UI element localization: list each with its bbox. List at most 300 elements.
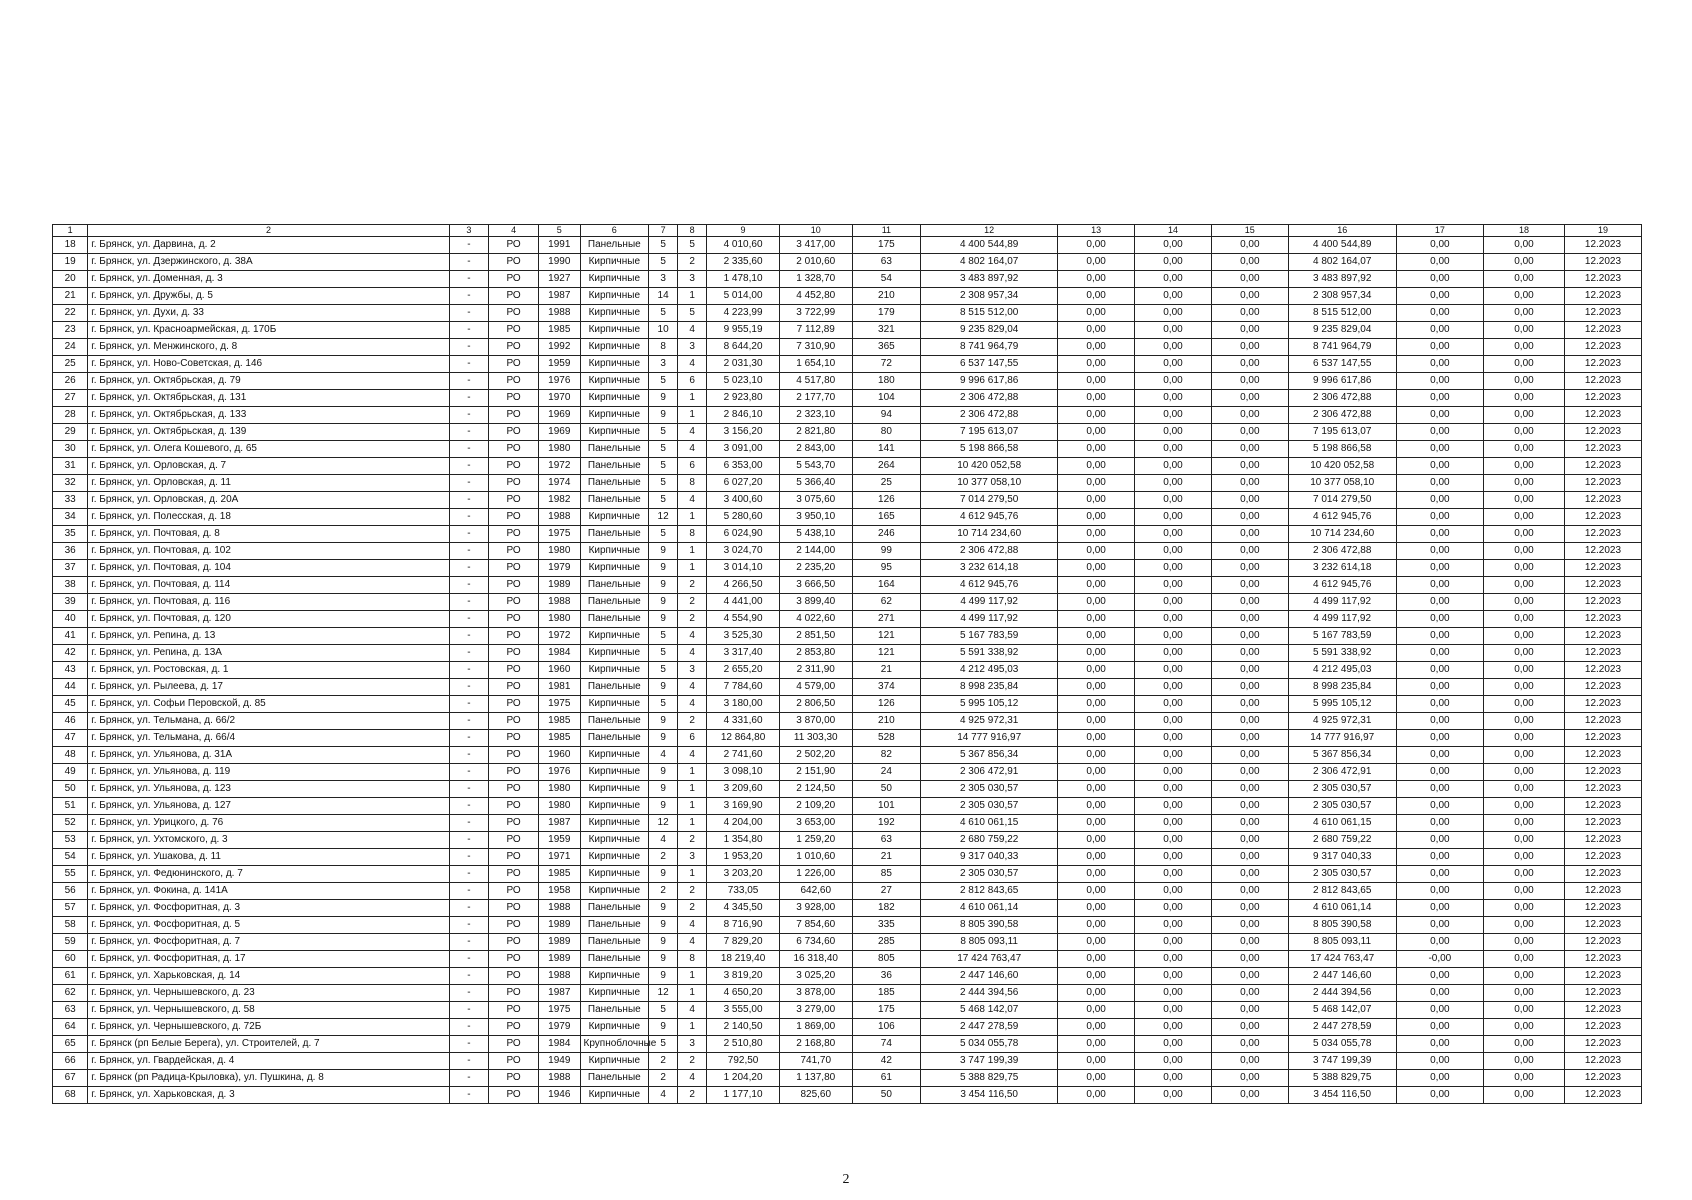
total-area-cell: 3 091,00 [707, 441, 780, 458]
management-form-cell: РО [489, 373, 539, 390]
living-area-cell: 11 303,30 [779, 730, 852, 747]
floors-cell: 2 [649, 883, 678, 900]
cost-col-15-cell: 0,00 [1211, 662, 1288, 679]
living-area-cell: 2 151,90 [779, 764, 852, 781]
year-built-cell: 1976 [539, 373, 581, 390]
year-built-cell: 1988 [539, 900, 581, 917]
cost-col-16-cell: 4 925 972,31 [1288, 713, 1396, 730]
housing-register-table [52, 224, 1642, 1104]
row-number-cell: 24 [53, 339, 88, 356]
residents-cell: 182 [852, 900, 921, 917]
wall-material-cell: Панельные [580, 1070, 649, 1087]
cost-col-14-cell: 0,00 [1135, 305, 1212, 322]
total-cost-cell: 5 198 866,58 [921, 441, 1058, 458]
floors-cell: 5 [649, 1002, 678, 1019]
cost-col-13-cell: 0,00 [1058, 747, 1135, 764]
total-area-cell: 4 441,00 [707, 594, 780, 611]
col-3-cell: - [449, 509, 488, 526]
year-built-cell: 1974 [539, 475, 581, 492]
residents-cell: 210 [852, 713, 921, 730]
table-row [53, 390, 1642, 407]
living-area-cell: 1 259,20 [779, 832, 852, 849]
completion-date-cell: 12.2023 [1564, 254, 1641, 271]
entrances-cell: 4 [678, 492, 707, 509]
entrances-cell: 4 [678, 322, 707, 339]
entrances-cell: 3 [678, 662, 707, 679]
cost-col-15-cell: 0,00 [1211, 594, 1288, 611]
cost-col-13-cell: 0,00 [1058, 441, 1135, 458]
address-cell: г. Брянск, ул. Фосфоритная, д. 3 [88, 900, 449, 917]
cost-col-14-cell: 0,00 [1135, 662, 1212, 679]
year-built-cell: 1960 [539, 662, 581, 679]
row-number-cell: 46 [53, 713, 88, 730]
cost-col-18-cell: 0,00 [1483, 662, 1564, 679]
cost-col-18-cell: 0,00 [1483, 611, 1564, 628]
cost-col-18-cell: 0,00 [1483, 1087, 1564, 1104]
cost-col-16-cell: 3 747 199,39 [1288, 1053, 1396, 1070]
table-row [53, 594, 1642, 611]
cost-col-15-cell: 0,00 [1211, 934, 1288, 951]
cost-col-17-cell: 0,00 [1396, 237, 1483, 254]
address-cell: г. Брянск, ул. Фокина, д. 141А [88, 883, 449, 900]
management-form-cell: РО [489, 577, 539, 594]
residents-cell: 63 [852, 254, 921, 271]
cost-col-18-cell: 0,00 [1483, 713, 1564, 730]
year-built-cell: 1991 [539, 237, 581, 254]
cost-col-17-cell: 0,00 [1396, 577, 1483, 594]
address-cell: г. Брянск, ул. Полесская, д. 18 [88, 509, 449, 526]
col-3-cell: - [449, 526, 488, 543]
residents-cell: 27 [852, 883, 921, 900]
living-area-cell: 3 928,00 [779, 900, 852, 917]
completion-date-cell: 12.2023 [1564, 322, 1641, 339]
entrances-cell: 4 [678, 628, 707, 645]
completion-date-cell: 12.2023 [1564, 339, 1641, 356]
living-area-cell: 2 124,50 [779, 781, 852, 798]
row-number-cell: 65 [53, 1036, 88, 1053]
cost-col-18-cell: 0,00 [1483, 339, 1564, 356]
col-3-cell: - [449, 441, 488, 458]
cost-col-18-cell: 0,00 [1483, 356, 1564, 373]
cost-col-17-cell: 0,00 [1396, 645, 1483, 662]
wall-material-cell: Кирпичные [580, 1053, 649, 1070]
col-3-cell: - [449, 849, 488, 866]
year-built-cell: 1987 [539, 985, 581, 1002]
floors-cell: 5 [649, 696, 678, 713]
table-row [53, 849, 1642, 866]
cost-col-16-cell: 5 591 338,92 [1288, 645, 1396, 662]
cost-col-16-cell: 10 420 052,58 [1288, 458, 1396, 475]
management-form-cell: РО [489, 611, 539, 628]
cost-col-17-cell: 0,00 [1396, 968, 1483, 985]
cost-col-18-cell: 0,00 [1483, 322, 1564, 339]
cost-col-18-cell: 0,00 [1483, 237, 1564, 254]
completion-date-cell: 12.2023 [1564, 866, 1641, 883]
floors-cell: 9 [649, 390, 678, 407]
total-area-cell: 1 953,20 [707, 849, 780, 866]
floors-cell: 12 [649, 985, 678, 1002]
cost-col-18-cell: 0,00 [1483, 866, 1564, 883]
table-row [53, 968, 1642, 985]
wall-material-cell: Панельные [580, 917, 649, 934]
cost-col-18-cell: 0,00 [1483, 458, 1564, 475]
total-area-cell: 733,05 [707, 883, 780, 900]
cost-col-15-cell: 0,00 [1211, 798, 1288, 815]
cost-col-13-cell: 0,00 [1058, 1019, 1135, 1036]
floors-cell: 9 [649, 560, 678, 577]
residents-cell: 62 [852, 594, 921, 611]
row-number-cell: 27 [53, 390, 88, 407]
year-built-cell: 1979 [539, 560, 581, 577]
table-row [53, 747, 1642, 764]
table-row [53, 1036, 1642, 1053]
cost-col-14-cell: 0,00 [1135, 934, 1212, 951]
residents-cell: 121 [852, 645, 921, 662]
cost-col-14-cell: 0,00 [1135, 424, 1212, 441]
wall-material-cell: Кирпичные [580, 985, 649, 1002]
cost-col-16-cell: 5 034 055,78 [1288, 1036, 1396, 1053]
address-cell: г. Брянск, ул. Рылеева, д. 17 [88, 679, 449, 696]
cost-col-18-cell: 0,00 [1483, 679, 1564, 696]
cost-col-13-cell: 0,00 [1058, 271, 1135, 288]
cost-col-16-cell: 3 232 614,18 [1288, 560, 1396, 577]
cost-col-18-cell: 0,00 [1483, 730, 1564, 747]
cost-col-18-cell: 0,00 [1483, 1036, 1564, 1053]
wall-material-cell: Кирпичные [580, 390, 649, 407]
column-header: 2 [88, 225, 449, 237]
year-built-cell: 1988 [539, 594, 581, 611]
residents-cell: 165 [852, 509, 921, 526]
floors-cell: 5 [649, 458, 678, 475]
cost-col-14-cell: 0,00 [1135, 322, 1212, 339]
cost-col-13-cell: 0,00 [1058, 696, 1135, 713]
row-number-cell: 49 [53, 764, 88, 781]
row-number-cell: 30 [53, 441, 88, 458]
management-form-cell: РО [489, 288, 539, 305]
living-area-cell: 2 235,20 [779, 560, 852, 577]
table-row [53, 560, 1642, 577]
cost-col-14-cell: 0,00 [1135, 917, 1212, 934]
total-area-cell: 5 280,60 [707, 509, 780, 526]
completion-date-cell: 12.2023 [1564, 237, 1641, 254]
cost-col-17-cell: 0,00 [1396, 679, 1483, 696]
total-area-cell: 4 010,60 [707, 237, 780, 254]
cost-col-14-cell: 0,00 [1135, 458, 1212, 475]
year-built-cell: 1972 [539, 628, 581, 645]
total-area-cell: 4 554,90 [707, 611, 780, 628]
cost-col-16-cell: 4 610 061,15 [1288, 815, 1396, 832]
address-cell: г. Брянск, ул. Почтовая, д. 102 [88, 543, 449, 560]
total-cost-cell: 2 444 394,56 [921, 985, 1058, 1002]
floors-cell: 9 [649, 679, 678, 696]
row-number-cell: 64 [53, 1019, 88, 1036]
col-3-cell: - [449, 407, 488, 424]
entrances-cell: 1 [678, 288, 707, 305]
cost-col-15-cell: 0,00 [1211, 1070, 1288, 1087]
cost-col-13-cell: 0,00 [1058, 560, 1135, 577]
col-3-cell: - [449, 390, 488, 407]
col-3-cell: - [449, 356, 488, 373]
cost-col-18-cell: 0,00 [1483, 968, 1564, 985]
residents-cell: 185 [852, 985, 921, 1002]
cost-col-13-cell: 0,00 [1058, 356, 1135, 373]
floors-cell: 5 [649, 492, 678, 509]
floors-cell: 9 [649, 730, 678, 747]
wall-material-cell: Кирпичные [580, 747, 649, 764]
entrances-cell: 3 [678, 1036, 707, 1053]
completion-date-cell: 12.2023 [1564, 1002, 1641, 1019]
col-3-cell: - [449, 492, 488, 509]
entrances-cell: 2 [678, 577, 707, 594]
living-area-cell: 2 806,50 [779, 696, 852, 713]
cost-col-15-cell: 0,00 [1211, 526, 1288, 543]
residents-cell: 72 [852, 356, 921, 373]
cost-col-15-cell: 0,00 [1211, 492, 1288, 509]
completion-date-cell: 12.2023 [1564, 917, 1641, 934]
cost-col-15-cell: 0,00 [1211, 1002, 1288, 1019]
table-row [53, 696, 1642, 713]
cost-col-13-cell: 0,00 [1058, 645, 1135, 662]
management-form-cell: РО [489, 730, 539, 747]
col-3-cell: - [449, 1002, 488, 1019]
cost-col-14-cell: 0,00 [1135, 475, 1212, 492]
address-cell: г. Брянск, ул. Ульянова, д. 31А [88, 747, 449, 764]
wall-material-cell: Панельные [580, 1002, 649, 1019]
residents-cell: 50 [852, 781, 921, 798]
total-cost-cell: 2 447 278,59 [921, 1019, 1058, 1036]
year-built-cell: 1975 [539, 696, 581, 713]
cost-col-17-cell: 0,00 [1396, 305, 1483, 322]
table-row [53, 577, 1642, 594]
col-3-cell: - [449, 594, 488, 611]
cost-col-18-cell: 0,00 [1483, 475, 1564, 492]
cost-col-14-cell: 0,00 [1135, 866, 1212, 883]
col-3-cell: - [449, 883, 488, 900]
entrances-cell: 3 [678, 849, 707, 866]
col-3-cell: - [449, 1053, 488, 1070]
address-cell: г. Брянск, ул. Менжинского, д. 8 [88, 339, 449, 356]
residents-cell: 180 [852, 373, 921, 390]
cost-col-13-cell: 0,00 [1058, 1087, 1135, 1104]
floors-cell: 2 [649, 1053, 678, 1070]
row-number-cell: 67 [53, 1070, 88, 1087]
residents-cell: 25 [852, 475, 921, 492]
table-row [53, 458, 1642, 475]
cost-col-15-cell: 0,00 [1211, 356, 1288, 373]
cost-col-14-cell: 0,00 [1135, 526, 1212, 543]
table-row [53, 832, 1642, 849]
cost-col-18-cell: 0,00 [1483, 271, 1564, 288]
total-cost-cell: 7 195 613,07 [921, 424, 1058, 441]
entrances-cell: 4 [678, 747, 707, 764]
year-built-cell: 1984 [539, 1036, 581, 1053]
total-cost-cell: 9 235 829,04 [921, 322, 1058, 339]
completion-date-cell: 12.2023 [1564, 662, 1641, 679]
living-area-cell: 1 226,00 [779, 866, 852, 883]
wall-material-cell: Кирпичные [580, 832, 649, 849]
management-form-cell: РО [489, 424, 539, 441]
total-area-cell: 3 180,00 [707, 696, 780, 713]
total-cost-cell: 4 212 495,03 [921, 662, 1058, 679]
cost-col-13-cell: 0,00 [1058, 305, 1135, 322]
cost-col-15-cell: 0,00 [1211, 458, 1288, 475]
row-number-cell: 28 [53, 407, 88, 424]
row-number-cell: 54 [53, 849, 88, 866]
row-number-cell: 68 [53, 1087, 88, 1104]
cost-col-16-cell: 2 306 472,88 [1288, 543, 1396, 560]
row-number-cell: 39 [53, 594, 88, 611]
management-form-cell: РО [489, 1036, 539, 1053]
cost-col-17-cell: -0,00 [1396, 951, 1483, 968]
col-3-cell: - [449, 373, 488, 390]
cost-col-18-cell: 0,00 [1483, 781, 1564, 798]
entrances-cell: 8 [678, 951, 707, 968]
cost-col-17-cell: 0,00 [1396, 458, 1483, 475]
year-built-cell: 1992 [539, 339, 581, 356]
row-number-cell: 21 [53, 288, 88, 305]
col-3-cell: - [449, 611, 488, 628]
row-number-cell: 25 [53, 356, 88, 373]
cost-col-13-cell: 0,00 [1058, 390, 1135, 407]
row-number-cell: 59 [53, 934, 88, 951]
wall-material-cell: Кирпичные [580, 424, 649, 441]
total-cost-cell: 5 468 142,07 [921, 1002, 1058, 1019]
cost-col-15-cell: 0,00 [1211, 781, 1288, 798]
total-cost-cell: 8 805 093,11 [921, 934, 1058, 951]
row-number-cell: 60 [53, 951, 88, 968]
col-3-cell: - [449, 254, 488, 271]
row-number-cell: 50 [53, 781, 88, 798]
management-form-cell: РО [489, 1053, 539, 1070]
living-area-cell: 2 843,00 [779, 441, 852, 458]
wall-material-cell: Панельные [580, 679, 649, 696]
table-row [53, 764, 1642, 781]
management-form-cell: РО [489, 1087, 539, 1104]
floors-cell: 9 [649, 917, 678, 934]
col-3-cell: - [449, 662, 488, 679]
row-number-cell: 55 [53, 866, 88, 883]
cost-col-17-cell: 0,00 [1396, 356, 1483, 373]
cost-col-14-cell: 0,00 [1135, 798, 1212, 815]
cost-col-13-cell: 0,00 [1058, 1002, 1135, 1019]
cost-col-15-cell: 0,00 [1211, 339, 1288, 356]
entrances-cell: 1 [678, 407, 707, 424]
table-row [53, 985, 1642, 1002]
floors-cell: 12 [649, 509, 678, 526]
cost-col-16-cell: 4 612 945,76 [1288, 577, 1396, 594]
cost-col-15-cell: 0,00 [1211, 509, 1288, 526]
cost-col-17-cell: 0,00 [1396, 611, 1483, 628]
table-row [53, 1002, 1642, 1019]
col-3-cell: - [449, 560, 488, 577]
living-area-cell: 3 722,99 [779, 305, 852, 322]
col-3-cell: - [449, 1019, 488, 1036]
cost-col-17-cell: 0,00 [1396, 322, 1483, 339]
total-area-cell: 2 741,60 [707, 747, 780, 764]
completion-date-cell: 12.2023 [1564, 832, 1641, 849]
entrances-cell: 4 [678, 934, 707, 951]
floors-cell: 3 [649, 271, 678, 288]
cost-col-17-cell: 0,00 [1396, 390, 1483, 407]
cost-col-13-cell: 0,00 [1058, 968, 1135, 985]
cost-col-14-cell: 0,00 [1135, 407, 1212, 424]
management-form-cell: РО [489, 407, 539, 424]
year-built-cell: 1980 [539, 441, 581, 458]
floors-cell: 5 [649, 628, 678, 645]
cost-col-16-cell: 7 014 279,50 [1288, 492, 1396, 509]
total-area-cell: 7 829,20 [707, 934, 780, 951]
cost-col-16-cell: 8 998 235,84 [1288, 679, 1396, 696]
residents-cell: 21 [852, 662, 921, 679]
completion-date-cell: 12.2023 [1564, 492, 1641, 509]
residents-cell: 141 [852, 441, 921, 458]
living-area-cell: 1 137,80 [779, 1070, 852, 1087]
residents-cell: 36 [852, 968, 921, 985]
table-row [53, 917, 1642, 934]
cost-col-13-cell: 0,00 [1058, 526, 1135, 543]
management-form-cell: РО [489, 883, 539, 900]
floors-cell: 9 [649, 407, 678, 424]
cost-col-13-cell: 0,00 [1058, 373, 1135, 390]
table-row [53, 934, 1642, 951]
cost-col-15-cell: 0,00 [1211, 764, 1288, 781]
row-number-cell: 23 [53, 322, 88, 339]
cost-col-16-cell: 2 305 030,57 [1288, 866, 1396, 883]
col-3-cell: - [449, 288, 488, 305]
completion-date-cell: 12.2023 [1564, 1053, 1641, 1070]
table-body [53, 237, 1642, 1104]
address-cell: г. Брянск, ул. Почтовая, д. 120 [88, 611, 449, 628]
wall-material-cell: Кирпичные [580, 373, 649, 390]
entrances-cell: 2 [678, 254, 707, 271]
cost-col-18-cell: 0,00 [1483, 492, 1564, 509]
address-cell: г. Брянск, ул. Ухтомского, д. 3 [88, 832, 449, 849]
table-row [53, 900, 1642, 917]
cost-col-13-cell: 0,00 [1058, 475, 1135, 492]
floors-cell: 9 [649, 866, 678, 883]
table-row [53, 492, 1642, 509]
year-built-cell: 1949 [539, 1053, 581, 1070]
cost-col-18-cell: 0,00 [1483, 832, 1564, 849]
cost-col-17-cell: 0,00 [1396, 373, 1483, 390]
cost-col-17-cell: 0,00 [1396, 849, 1483, 866]
address-cell: г. Брянск, ул. Гвардейская, д. 4 [88, 1053, 449, 1070]
address-cell: г. Брянск, ул. Харьковская, д. 14 [88, 968, 449, 985]
living-area-cell: 1 010,60 [779, 849, 852, 866]
cost-col-16-cell: 4 802 164,07 [1288, 254, 1396, 271]
wall-material-cell: Панельные [580, 458, 649, 475]
management-form-cell: РО [489, 1019, 539, 1036]
cost-col-17-cell: 0,00 [1396, 560, 1483, 577]
management-form-cell: РО [489, 866, 539, 883]
cost-col-18-cell: 0,00 [1483, 594, 1564, 611]
floors-cell: 9 [649, 900, 678, 917]
year-built-cell: 1969 [539, 424, 581, 441]
table-row [53, 1053, 1642, 1070]
cost-col-13-cell: 0,00 [1058, 730, 1135, 747]
cost-col-18-cell: 0,00 [1483, 288, 1564, 305]
year-built-cell: 1981 [539, 679, 581, 696]
completion-date-cell: 12.2023 [1564, 747, 1641, 764]
cost-col-18-cell: 0,00 [1483, 305, 1564, 322]
cost-col-14-cell: 0,00 [1135, 815, 1212, 832]
row-number-cell: 19 [53, 254, 88, 271]
row-number-cell: 58 [53, 917, 88, 934]
cost-col-16-cell: 2 812 843,65 [1288, 883, 1396, 900]
year-built-cell: 1985 [539, 730, 581, 747]
cost-col-18-cell: 0,00 [1483, 951, 1564, 968]
cost-col-17-cell: 0,00 [1396, 407, 1483, 424]
